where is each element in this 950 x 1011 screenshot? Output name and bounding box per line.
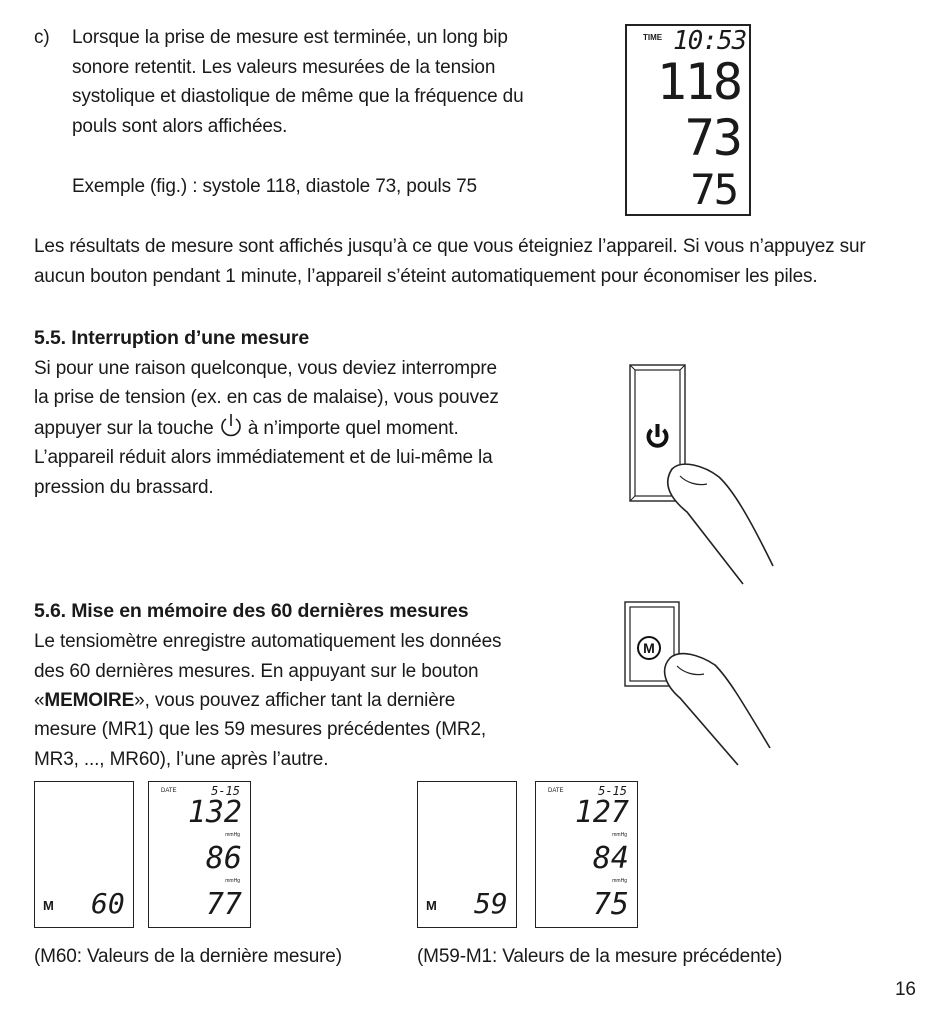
memory-m-label: M [426, 898, 437, 913]
power-button-illustration [625, 362, 775, 592]
section-5-5-rest: L’appareil réduit alors immédiatement et de lui-même la pression du brassard. [34, 447, 493, 498]
pulse-value: 75 [592, 887, 629, 922]
m-button-letter: M [643, 640, 655, 656]
section-c-marker: c) [34, 27, 50, 48]
section-c-example: Exemple (fig.) : systole 118, diastole 73, pouls 75 [72, 176, 477, 197]
memory-slot-number: 59 [474, 887, 508, 920]
memory-slot-display [34, 781, 134, 928]
page-number: 16 [895, 979, 916, 1000]
section-5-5-heading: 5.5. Interruption d’une mesure [34, 327, 310, 349]
date-label: DATE [548, 788, 564, 794]
diastole-value: 73 [684, 109, 741, 167]
pulse-value: 77 [205, 887, 242, 922]
finger-icon [668, 464, 773, 584]
m-button-icon [638, 637, 660, 659]
unit-label: mmHg [225, 832, 240, 838]
section-5-6-heading: 5.6. Mise en mémoire des 60 dernières mesures [34, 600, 469, 622]
section-5-5-line2: la prise de tension (ex. en cas de malaise), vous pouvez [34, 387, 499, 408]
section-5-5-line3 [34, 413, 459, 444]
memoire-keyword: MEMOIRE [44, 690, 135, 711]
date-label: DATE [161, 788, 177, 794]
memory-slot-display [417, 781, 517, 928]
power-icon [219, 413, 243, 439]
memory-m-label: M [43, 898, 54, 913]
section-5-5-line1: Si pour une raison quelconque, vous deviez interrompre [34, 358, 497, 379]
power-symbol-icon [649, 424, 667, 446]
memory-slot-number: 60 [91, 887, 125, 920]
unit-label: mmHg [612, 878, 627, 884]
systole-value: 118 [656, 53, 741, 111]
unit-label: mmHg [225, 878, 240, 884]
date-value: 5-15 [598, 784, 627, 798]
time-value: 10:53 [673, 26, 747, 56]
diastole-value: 84 [592, 841, 629, 876]
systole-value: 132 [187, 795, 242, 830]
diastole-value: 86 [205, 841, 242, 876]
quote-open: « [34, 690, 45, 711]
memoire-line-rest: », vous pouvez afficher tant la dernière [134, 690, 456, 711]
date-value: 5-15 [211, 784, 240, 798]
section-5-5-line3-start: appuyer sur la touche [34, 418, 219, 439]
section-c-text: Lorsque la prise de mesure est terminée, un long bip sonore retentit. Les valeurs mesurées de la tension systolique et diastolique de même que la fréquence du pouls sont alors affichées. [72, 27, 524, 137]
section-5-6-memoire-line [34, 686, 455, 716]
section-5-6-intro: Le tensiomètre enregistre automatiquement les données des 60 dernières mesures. En appuyant sur le bouton [34, 631, 502, 682]
unit-label: mmHg [612, 832, 627, 838]
time-label: TIME [643, 33, 663, 42]
memory-values-display [148, 781, 251, 928]
pulse-value: 75 [690, 165, 737, 214]
section-5-5-line3-end: à n’importe quel moment. [242, 418, 459, 439]
memory-caption: (M60: Valeurs de la dernière mesure) [34, 946, 342, 967]
finger-icon [665, 654, 770, 765]
memory-caption: (M59-M1: Valeurs de la mesure précédente) [417, 946, 783, 967]
lcd-display-main [625, 24, 751, 216]
results-paragraph: Les résultats de mesure sont affichés jusqu’à ce que vous éteigniez l’appareil. Si vous n’appuyez sur aucun bouton pendant 1 minute, l’appareil s’éteint automatiquement pour économiser les piles. [34, 236, 866, 287]
memory-button-illustration [620, 598, 780, 768]
systole-value: 127 [574, 795, 629, 830]
memory-values-display [535, 781, 638, 928]
section-5-6-rest: mesure (MR1) que les 59 mesures précédentes (MR2, MR3, ..., MR60), l’une après l’autre. [34, 719, 486, 770]
